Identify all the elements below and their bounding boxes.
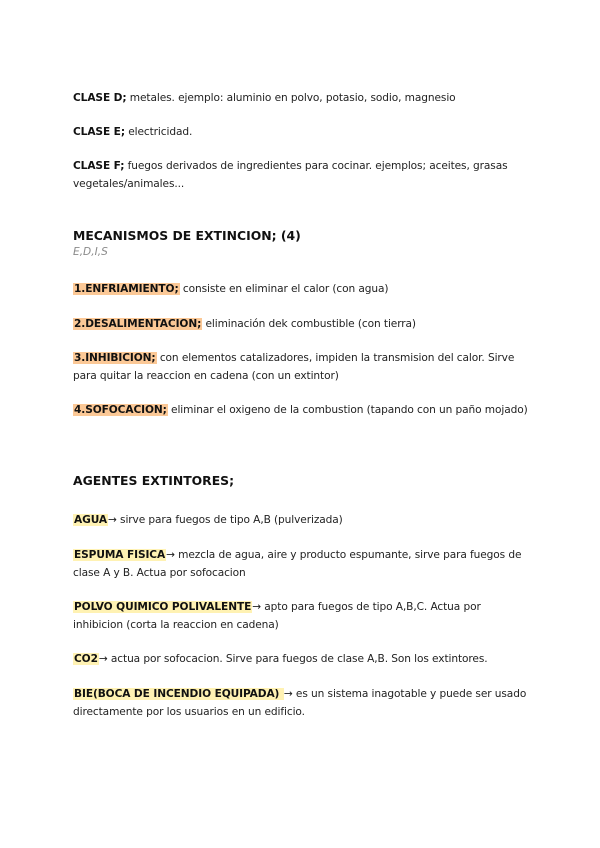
- agente-label: CO2: [74, 653, 98, 665]
- clase-e-text: electricidad.: [124, 126, 193, 138]
- agente-item: [73, 511, 533, 529]
- mecanismo-text: eliminación dek combustible (con tierra): [202, 318, 416, 330]
- agente-text: → es un sistema inagotable y puede ser usado directamente por los usuarios en un edificio.: [73, 688, 527, 718]
- clase-d-text: metales. ejemplo: aluminio en polvo, potasio, sodio, magnesio: [126, 92, 456, 104]
- agente-text: → sirve para fuegos de tipo A,B (pulverizada): [107, 514, 343, 526]
- clase-e: [73, 123, 533, 141]
- agente-label: BIE(BOCA DE INCENDIO EQUIPADA): [74, 688, 283, 700]
- agentes-heading: AGENTES EXTINTORES;: [73, 473, 235, 488]
- clase-f-text: fuegos derivados de ingredientes para cocinar. ejemplos; aceites, grasas vegetales/animales...: [73, 160, 508, 190]
- mecanismo-item: [73, 315, 533, 333]
- agente-item: [73, 650, 533, 668]
- mecanismo-text: consiste en eliminar el calor (con agua): [179, 283, 389, 295]
- mecanismo-text: con elementos catalizadores, impiden la transmision del calor. Sirve para quitar la reaccion en cadena (con un extintor): [73, 352, 515, 382]
- mecanismo-text: eliminar el oxigeno de la combustion (tapando con un paño mojado): [167, 404, 528, 416]
- mecanismo-label: 2.DESALIMENTACION;: [74, 318, 202, 330]
- clase-f-label: CLASE F;: [73, 160, 125, 172]
- clase-d-label: CLASE D;: [73, 92, 127, 104]
- mecanismo-item: [73, 349, 533, 385]
- agente-label: ESPUMA FISICA: [74, 549, 166, 561]
- agente-item: [73, 685, 533, 721]
- mecanismo-label: 3.INHIBICION;: [74, 352, 156, 364]
- clase-d: [73, 89, 533, 107]
- mecanismos-subtitle: E,D,I,S: [73, 246, 108, 258]
- mecanismo-item: [73, 401, 533, 419]
- agente-item: [73, 598, 533, 634]
- agente-text: → apto para fuegos de tipo A,B,C. Actua por inhibicion (corta la reaccion en cadena): [73, 601, 481, 631]
- clase-f: [73, 157, 533, 193]
- agente-text: → actua por sofocacion. Sirve para fuegos de clase A,B. Son los extintores.: [98, 653, 488, 665]
- agente-item: [73, 546, 533, 582]
- agente-text: → mezcla de agua, aire y producto espumante, sirve para fuegos de clase A y B. Actua por sofocacion: [73, 549, 522, 579]
- mecanismos-heading: MECANISMOS DE EXTINCION; (4): [73, 228, 301, 243]
- agente-label: AGUA: [74, 514, 107, 526]
- clase-e-label: CLASE E;: [73, 126, 125, 138]
- mecanismo-item: [73, 280, 533, 298]
- agente-label: POLVO QUIMICO POLIVALENTE: [74, 601, 252, 613]
- mecanismo-label: 4.SOFOCACION;: [74, 404, 167, 416]
- mecanismo-label: 1.ENFRIAMIENTO;: [74, 283, 179, 295]
